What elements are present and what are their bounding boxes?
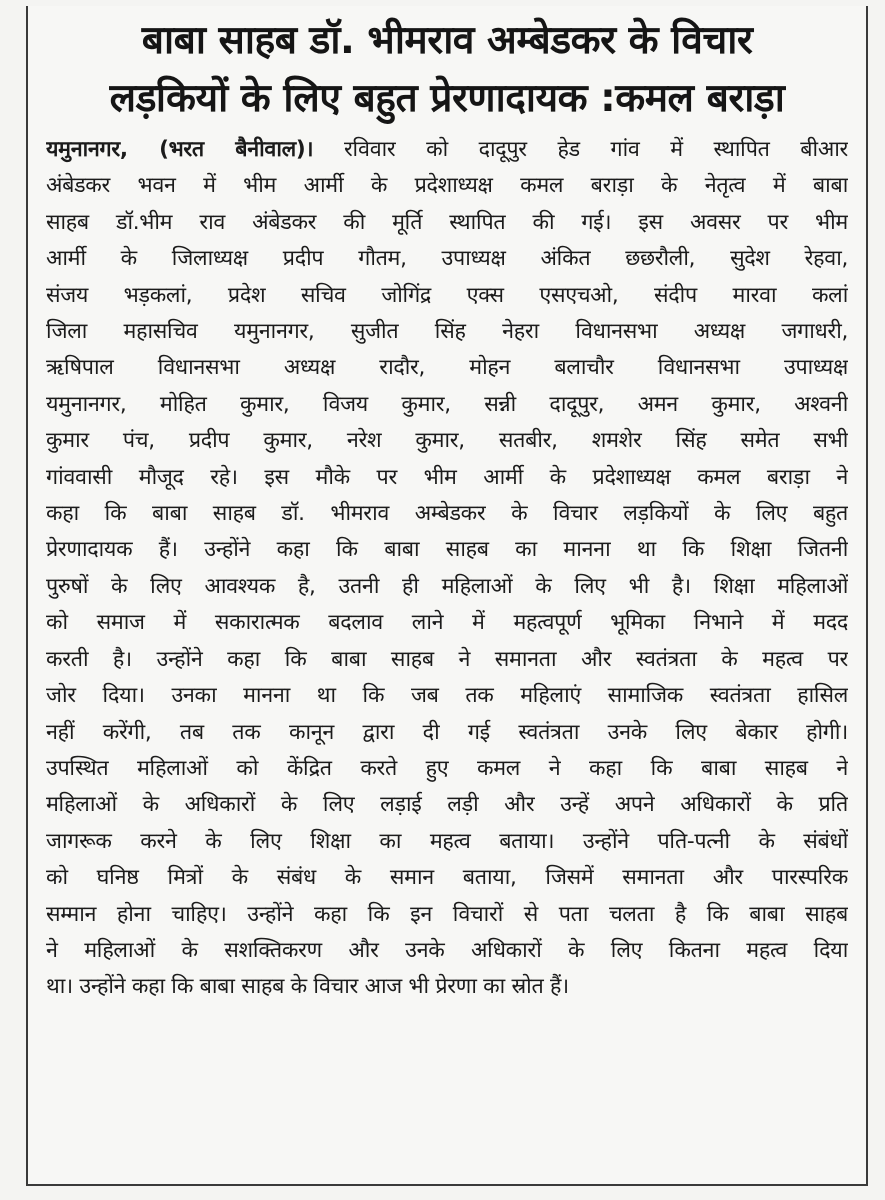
article-line: था। उन्होंने कहा कि बाबा साहब के विचार आज भी प्रेरणा का स्रोत हैं। (46, 974, 569, 1000)
headline-line-2: लड़कियों के लिए बहुत प्रेरणादायक :कमल बराड़ा (109, 76, 785, 121)
article-line: गांववासी मौजूद रहे। इस मौके पर भीम आर्मी के प्रदेशाध्यक्ष कमल बराड़ा ने (46, 464, 848, 490)
article-line: पुरुषों के लिए आवश्यक है, उतनी ही महिलाओं के लिए भी है। शिक्षा महिलाओं (46, 573, 848, 599)
article-line: ने महिलाओं के सशक्तिकरण और उनके अधिकारों के लिए कितना महत्व दिया (46, 937, 848, 963)
article-line (46, 132, 848, 168)
article-line: कहा कि बाबा साहब डॉ. भीमराव अम्बेडकर के विचार लड़कियों के लिए बहुत (46, 501, 848, 527)
article-line: महिलाओं के अधिकारों के लिए लड़ाई लड़ी और उन्हें अपने अधिकारों के प्रति (46, 792, 848, 818)
article-line: संजय भड़कलां, प्रदेश सचिव जोगिंद्र एक्स एसएचओ, संदीप मारवा कलां (46, 282, 848, 308)
article-line: प्रेरणादायक हैं। उन्होंने कहा कि बाबा साहब का मानना था कि शिक्षा जितनी (46, 537, 848, 563)
article-line: आर्मी के जिलाध्यक्ष प्रदीप गौतम, उपाध्यक्ष अंकित छछरौली, सुदेश रेहवा, (46, 246, 848, 272)
article-line: अंबेडकर भवन में भीम आर्मी के प्रदेशाध्यक्ष कमल बराड़ा के नेतृत्व में बाबा (46, 173, 848, 199)
article-line: यमुनानगर, मोहित कुमार, विजय कुमार, सन्नी दादूपुर, अमन कुमार, अश्वनी (46, 391, 848, 417)
article-line: नहीं करेंगी, तब तक कानून द्वारा दी गई स्वतंत्रता उनके लिए बेकार होगी। (46, 719, 848, 745)
headline-line-1: बाबा साहब डॉ. भीमराव अम्बेडकर के विचार (141, 18, 753, 63)
article-line: करती है। उन्होंने कहा कि बाबा साहब ने समानता और स्वतंत्रता के महत्व पर (46, 646, 848, 672)
article-dateline: यमुनानगर, (भरत बैनीवाल)। (46, 137, 314, 162)
article-line: को समाज में सकारात्मक बदलाव लाने में महत्वपूर्ण भूमिका निभाने में मदद (46, 610, 848, 636)
article-body (46, 132, 848, 1006)
news-clipping (26, 6, 868, 1186)
article-line: साहब डॉ.भीम राव अंबेडकर की मूर्ति स्थापित की गई। इस अवसर पर भीम (46, 209, 848, 235)
article-first-line: रविवार को दादूपुर हेड गांव में स्थापित बीआर (313, 137, 848, 162)
article-line: ऋषिपाल विधानसभा अध्यक्ष रादौर, मोहन बलाचौर विधानसभा उपाध्यक्ष (46, 355, 848, 381)
article-headline (38, 12, 856, 128)
article-line: जिला महासचिव यमुनानगर, सुजीत सिंह नेहरा विधानसभा अध्यक्ष जगाधरी, (46, 319, 848, 345)
article-line: कुमार पंच, प्रदीप कुमार, नरेश कुमार, सतबीर, शमशेर सिंह समेत सभी (46, 428, 848, 454)
article-line: जोर दिया। उनका मानना था कि जब तक महिलाएं सामाजिक स्वतंत्रता हासिल (46, 683, 848, 709)
article-line: को घनिष्ठ मित्रों के संबंध के समान बताया, जिसमें समानता और पारस्परिक (46, 865, 848, 891)
article-line: सम्मान होना चाहिए। उन्होंने कहा कि इन विचारों से पता चलता है कि बाबा साहब (46, 901, 848, 927)
article-line: जागरूक करने के लिए शिक्षा का महत्व बताया। उन्होंने पति-पत्नी के संबंधों (46, 828, 848, 854)
article-line: उपस्थित महिलाओं को केंद्रित करते हुए कमल ने कहा कि बाबा साहब ने (46, 755, 848, 781)
